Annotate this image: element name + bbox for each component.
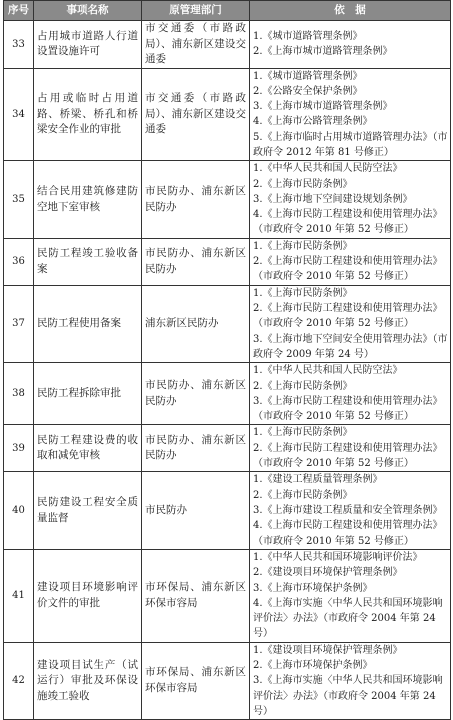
item-name: 建设项目环境影响评价文件的审批 [34,549,142,642]
basis-line: 1.《中华人民共和国环境影响评价法》 [253,551,423,563]
basis-line: 1.《上海市民防条例》 [253,287,353,299]
basis-line: 1.《城市道路管理条例》 [253,70,363,82]
item-name: 民防建设工程安全质量监督 [34,472,142,549]
table-row [4,21,451,69]
row-number: 36 [4,238,34,285]
table-row [4,68,451,161]
table-row [4,425,451,472]
basis-line: 2.《上海市民防工程建设和使用管理办法》（市政府令 2010 年第 52 号修正） [253,303,443,330]
table-row [4,642,451,719]
original-department: 市民防办、浦东新区民防办 [142,425,250,472]
row-number: 37 [4,285,34,362]
basis-line: 4.《上海市民防工程建设和使用管理办法》（市政府令 2010 年第 52 号修正） [253,209,443,236]
row-number: 39 [4,425,34,472]
basis-line: 3.《上海市地下空间安全使用管理办法》（市政府令 2009 年第 24 号） [253,333,448,360]
item-name: 民防工程拆除审批 [34,363,142,425]
legal-basis [250,238,451,285]
approval-items-table [3,0,451,720]
row-number: 33 [4,21,34,69]
basis-line: 2.《公路安全保护条例》 [253,85,363,97]
item-name: 占用城市道路人行道设置设施许可 [34,21,142,69]
basis-line: 4.《上海市实施〈中华人民共和国环境影响评价法〉办法》（市政府令 2004 年第 24 号） [253,597,443,640]
original-department: 市民防办、浦东新区民防办 [142,238,250,285]
header-original-department: 原管理部门 [142,1,250,21]
row-number: 38 [4,363,34,425]
basis-line: 1.《中华人民共和国人民防空法》 [253,365,403,377]
basis-line: 5.《上海市临时占用城市道路管理办法》（市政府令 2012 年第 81 号修正） [253,131,448,158]
row-number: 34 [4,68,34,161]
item-name: 民防工程使用备案 [34,285,142,362]
legal-basis [250,21,451,69]
legal-basis [250,68,451,161]
original-department: 市民防办 [142,472,250,549]
header-item-name: 事项名称 [34,1,142,21]
row-number: 42 [4,642,34,719]
basis-line: 3.《上海市建设工程质量和安全管理条例》 [253,505,443,517]
original-department: 市交通委（市路政局）、浦东新区建设交通委 [142,21,250,69]
basis-line: 4.《上海市民防工程建设和使用管理办法》（市政府令 2010 年第 52 号修正） [253,520,443,547]
basis-line: 3.《上海市民防工程建设和使用管理办法》（市政府令 2010 年第 52 号修正） [253,395,443,423]
basis-line: 3.《上海市地下空间建设规划条例》 [253,193,413,205]
original-department: 市环保局、浦东新区环保市容局 [142,549,250,642]
basis-line: 1.《城市道路管理条例》 [253,30,363,42]
legal-basis [250,161,451,238]
item-name: 民防工程竣工验收备案 [34,238,142,285]
basis-line: 1.《建设项目环境保护管理条例》 [253,644,403,656]
original-department: 市民防办、浦东新区民防办 [142,363,250,425]
legal-basis [250,425,451,472]
table-row [4,549,451,642]
original-department: 市民防办、浦东新区民防办 [142,161,250,238]
basis-line: 2.《上海市环境保护条例》 [253,660,373,671]
row-number: 40 [4,472,34,549]
legal-basis [250,363,451,425]
legal-basis [250,549,451,642]
legal-basis [250,642,451,719]
table-row [4,363,451,425]
basis-line: 1.《建设工程质量管理条例》 [253,474,383,486]
basis-line: 3.《上海市环境保护条例》 [253,582,373,594]
item-name: 建设项目试生产（试运行）审批及环保设施竣工验收 [34,642,142,719]
basis-line: 2.《上海市民防工程建设和使用管理办法》（市政府令 2010 年第 52 号修正） [253,442,443,470]
table-row [4,285,451,362]
basis-line: 2.《建设项目环境保护管理条例》 [253,567,403,579]
row-number: 35 [4,161,34,238]
basis-line: 2.《上海市民防条例》 [253,489,353,501]
basis-line: 3.《上海市城市道路管理条例》 [253,101,393,113]
row-number: 41 [4,549,34,642]
header-legal-basis: 依 据 [250,1,451,21]
basis-line: 2.《上海市民防条例》 [253,380,353,392]
basis-line: 2.《上海市民防工程建设和使用管理办法》（市政府令 2010 年第 52 号修正） [253,256,443,283]
table-row [4,238,451,285]
table-row [4,472,451,549]
item-name: 结合民用建筑修建防空地下室审核 [34,161,142,238]
item-name: 民防工程建设费的收取和减免审核 [34,425,142,472]
table-row [4,161,451,238]
basis-line: 3.《上海市实施〈中华人民共和国环境影响评价法〉办法》（市政府令 2004 年第 24 号） [253,675,443,717]
legal-basis [250,472,451,549]
basis-line: 2.《上海市民防条例》 [253,178,353,190]
table-header-row [4,1,451,21]
original-department: 浦东新区民防办 [142,285,250,362]
basis-line: 4.《上海市公路管理条例》 [253,116,373,128]
basis-line: 1.《上海市民防条例》 [253,240,353,252]
item-name: 占用或临时占用道路、桥梁、桥孔和桥梁安全作业的审批 [34,68,142,161]
basis-line: 2.《上海市城市道路管理条例》 [253,46,393,58]
basis-line: 1.《中华人民共和国人民防空法》 [253,163,403,175]
header-serial-no: 序号 [4,1,34,21]
basis-line: 1.《上海市民防条例》 [253,427,353,439]
legal-basis [250,285,451,362]
original-department: 市环保局、浦东新区环保市容局 [142,642,250,719]
original-department: 市交通委（市路政局）、浦东新区建设交通委 [142,68,250,161]
